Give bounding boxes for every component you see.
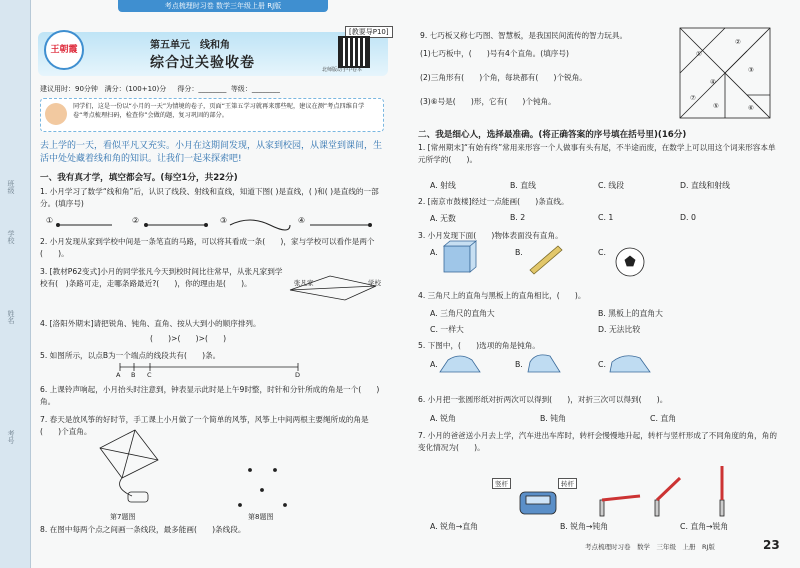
question-6: 6. 上课铃声响起，小月抬头时注意到，钟表显示此时是上午9时整，时针和分针所成的角是一个( )角。 <box>40 385 380 406</box>
choice-6-option-a[interactable]: A. 锐角 <box>430 414 456 423</box>
page-footer: 考点梳理时习卷 数学 三年级 上册 RJ版 <box>585 543 715 551</box>
fig8-caption: 第8题图 <box>248 513 274 521</box>
page-number: 23 <box>763 538 780 552</box>
choice-4-option-b[interactable]: B. 黑板上的直角大 <box>598 309 663 318</box>
choice-1-option-c[interactable]: C. 线段 <box>598 181 624 190</box>
question-9: 9. 七巧板又称七巧图、智慧板，是我国民间流传的智力玩具。 <box>420 31 628 40</box>
story-text: 去上学的一天，看似平凡又充实。小月在这期间发现，从家到校园，从课堂到课间，生活中处处藏着线和角的知识。让我们一起来探索吧! <box>40 141 383 164</box>
choice-5-option-b[interactable]: B. <box>515 360 523 369</box>
svg-text:④: ④ <box>710 78 716 86</box>
question-9a: (1)七巧板中，( )号有4个直角。(填序号) <box>420 49 569 58</box>
top-banner: 考点梳理时习卷 数学三年级上册 RJ版 <box>118 0 328 12</box>
option-2: ② <box>132 216 139 225</box>
choice-4-option-c[interactable]: C. 一样大 <box>430 325 464 334</box>
choice-3: 3. 小月发现下面( )物体表面没有直角。 <box>418 231 563 240</box>
question-5: 5. 如图所示，以点B为一个端点的线段共有( )条。 <box>40 351 221 360</box>
question-2: 2. 小月发现从家到学校中间是一条笔直的马路，可以将其看成一条( )，家与学校可以看作是两个( )。 <box>40 237 375 258</box>
choice-5-option-c[interactable]: C. <box>598 360 606 369</box>
svg-text:①: ① <box>696 50 702 58</box>
svg-text:⑦: ⑦ <box>690 94 696 102</box>
choice-7-option-a[interactable]: A. 锐角→直角 <box>430 522 478 531</box>
unit-title: 第五单元 线和角 <box>150 40 230 51</box>
section-2-heading: 二、我是细心人，选择最准确。(将正确答案的序号填在括号里)(16分) <box>418 130 687 140</box>
angle-order-chain: ( )>( )>( ) <box>150 334 227 343</box>
question-9c: (3)⑥号是( )形，它有( )个钝角。 <box>420 97 556 106</box>
fig7-caption: 第7题图 <box>110 513 136 521</box>
point-b: B <box>131 371 136 379</box>
svg-text:③: ③ <box>748 66 754 74</box>
point-c: C <box>147 371 152 379</box>
option-4: ④ <box>298 216 305 225</box>
point-d: D <box>295 371 301 379</box>
school-label: 学校 <box>368 279 381 287</box>
choice-7: 7. 小月的爸爸送小月去上学，汽车进出车库时，转杆会慢慢地升起，转杆与竖杆形成了不同角度的角，角的变化情况为( )。 <box>418 431 777 452</box>
choice-7-option-b[interactable]: B. 锐角→钝角 <box>560 522 609 531</box>
page-title: 综合过关验收卷 <box>150 55 255 71</box>
intro-text: 同学们，这是一份以“小月的一天”为情境的卷子，页面“王第五学习就再来那些呢，建议在测”考点四维自学卷“考点梳理扫码，检查你”会做的题，复习巩固的部分。 <box>73 103 365 119</box>
section-1-heading: 一、我有真才学，填空都会写。(每空1分，共22分) <box>40 173 238 183</box>
choice-3-option-b[interactable]: B. <box>515 248 523 257</box>
vertical-pole-label: 竖杆 <box>492 478 511 489</box>
gate-arm-1 <box>602 496 640 500</box>
time-label: 建议用时：90分钟 <box>40 85 98 93</box>
grade-label: 等级： <box>230 85 252 93</box>
svg-text:②: ② <box>735 38 741 46</box>
binding-label: 考号 <box>7 430 15 444</box>
choice-5: 5. 下图中，( )选项的角是钝角。 <box>418 341 540 350</box>
choice-1-option-b[interactable]: B. 直线 <box>510 181 536 190</box>
question-1: 1. 小月学习了数学“线和角”后，认识了线段、射线和直线，知道下图( )是直线，( )和( )是直线的一部分。(填序号) <box>40 187 379 208</box>
choice-1-option-a[interactable]: A. 射线 <box>430 181 456 190</box>
meta-row: 建议用时：90分钟 满分：(100+10)分 得分：________ 等级：________ <box>40 85 280 93</box>
question-4: 4. [洛阳外期末]请把锐角、钝角、直角、按从大到小的顺序排列。 <box>40 319 261 328</box>
choice-3-option-c[interactable]: C. <box>598 248 606 257</box>
question-3: 3. [教材P62变式]小月的同学张凡今天到校时间比往常早，从张凡家到学校有( )条路可走，走哪条路最近?( )，你的理由是( )。 <box>40 267 283 288</box>
choice-1: 1. [常州期末]“有始有终”常用来形容一个人做事有头有尾，不半途而废，在数学上可以用这个词来形容本单元所学的( )。 <box>418 143 776 164</box>
question-8: 8. 在图中每两个点之间画一条线段，最多能画( )条线段。 <box>40 525 246 534</box>
choice-4-option-a[interactable]: A. 三角尺的直角大 <box>430 309 495 318</box>
gate-post-3 <box>720 500 724 516</box>
choice-6-option-c[interactable]: C. 直角 <box>650 414 676 423</box>
choice-2-option-a[interactable]: A. 无数 <box>430 214 456 223</box>
score-label: 满分：(100+10)分 <box>104 85 167 93</box>
gate-arm-2 <box>657 478 680 500</box>
choice-2: 2. [南京市鼓楼]经过一点能画( )条直线。 <box>418 197 569 206</box>
brand-logo: 王朝霞 <box>44 30 84 70</box>
binding-label: 班级 <box>7 180 15 194</box>
choice-2-option-c[interactable]: C. 1 <box>598 213 614 222</box>
option-3: ③ <box>220 216 227 225</box>
choice-6-option-b[interactable]: B. 钝角 <box>540 414 566 423</box>
gate-arm-label: 转杆 <box>558 478 577 489</box>
choice-7-option-c[interactable]: C. 直角→锐角 <box>680 522 729 531</box>
choice-4: 4. 三角尺上的直角与黑板上的直角相比，( )。 <box>418 291 586 300</box>
score-blank: 得分： <box>177 85 199 93</box>
option-1: ① <box>46 216 53 225</box>
question-9b: (2)三角形有( )个角，每块都有( )个锐角。 <box>420 73 587 82</box>
svg-text:⑤: ⑤ <box>713 102 719 110</box>
binding-label: 学校 <box>7 230 15 244</box>
gate-post-1 <box>600 500 604 516</box>
choice-5-option-a[interactable]: A. <box>430 360 438 369</box>
choice-1-option-d[interactable]: D. 直线和射线 <box>680 181 730 190</box>
choice-2-option-d[interactable]: D. 0 <box>680 213 696 222</box>
choice-2-option-b[interactable]: B. 2 <box>510 213 526 222</box>
question-7: 7. 春天是放风筝的好时节，手工课上小月做了一个简单的风筝，风筝上中间两根主要绳所成的角是( )个直角。 <box>40 415 369 436</box>
home-label: 张凡家 <box>294 279 314 287</box>
binding-label: 姓名 <box>7 310 15 324</box>
point-a: A <box>116 371 121 379</box>
choice-6: 6. 小月把一张圆形纸对折两次可以得到( )，对折三次可以得到( )。 <box>418 395 668 404</box>
svg-text:⑥: ⑥ <box>748 104 754 112</box>
qr-caption: 北师版动手中卷本 <box>322 67 363 73</box>
choice-4-option-d[interactable]: D. 无法比较 <box>598 325 641 334</box>
gate-post-2 <box>655 500 659 516</box>
choice-3-option-a[interactable]: A. <box>430 248 438 257</box>
reference-tag: [教要导P10] <box>345 26 393 38</box>
